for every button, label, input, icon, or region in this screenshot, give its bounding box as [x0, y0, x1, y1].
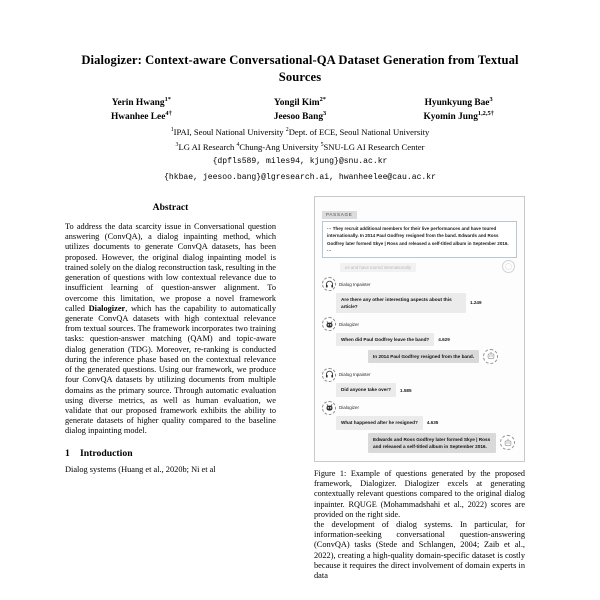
speaker-name-2: Dialogizer	[339, 321, 360, 327]
answer-bubble-2: Edwards and Ross Godfrey later formed Skye | Ross and released a self-titled album in September 2016.	[368, 433, 496, 454]
paper-header	[0, 0, 600, 184]
introduction-paragraph: Dialog systems (Huang et al., 2020b; Ni et al	[65, 464, 216, 474]
affil-marker-1: 1	[170, 127, 174, 134]
author-yongil-kim: Yongil Kim$^{2*}$	[274, 96, 326, 109]
abstract-framework-name: Dialogizer	[88, 303, 126, 313]
author-block	[62, 97, 538, 124]
left-column	[65, 196, 276, 475]
headset-avatar-icon	[322, 277, 336, 291]
author-mark: 1,2,5†	[477, 109, 494, 117]
author-hwanhee-lee: Hwanhee Lee$^{4\dagger}$	[110, 109, 172, 122]
message-row-3	[336, 383, 517, 396]
speaker-row-4	[322, 401, 517, 415]
page-title: Dialogizer: Context-aware Conversational-QA Dataset Generation from Textual Sources	[81, 53, 519, 84]
speaker-row-1	[322, 277, 517, 291]
message-row-1	[336, 293, 517, 314]
two-column-body	[0, 196, 600, 600]
headset-avatar-icon	[322, 368, 336, 382]
dialog-turn-3	[322, 368, 517, 397]
figure-panel	[314, 196, 525, 462]
section-title: Introduction	[80, 447, 133, 459]
message-row-2	[336, 333, 517, 346]
abstract-text-part-1: To address the data scarcity issue in Conversational question answering (ConvQA), a dialog inpainting method, which utilizes documents to generate ConvQA datasets, has been proposed. However, the original dialog inpainting model is trained solely on the dialog reconstruction task, resulting in the generation of questions with low contextual relevance due to insufficient learning of question-answer alignment. To overcome this limitation, we propose a novel framework called	[65, 222, 276, 313]
right-column-paragraph: the development of dialog systems. In particular, for information-seeking conversational question-answering (ConvQA) tasks (Stede and Schlangen, 2004; Zaib et al., 2022), creating a high-quality domain-specific dataset is costly because it requires the direct involvement of domain experts in data	[314, 519, 525, 581]
author-mark: 4†	[165, 109, 172, 117]
affil-2: Dept. of ECE, Seoul National University	[288, 127, 430, 138]
author-row-2	[62, 111, 538, 125]
author-kyomin-jung: Kyomin Jung$^{1,2,5\dagger}$	[423, 109, 494, 122]
abstract-text-part-2: , which has the capability to automatically generate ConvQA datasets with high contextual relevance from textual sources. The framework incorporates two training tasks: question-answer matching (QAM) and topic-aware dialog generation (TDG). Moreover, re-ranking is conducted during the inference phase based on the contextual relevance of the generated questions. Using our framework, we produce four ConvQA datasets by utilizing documents from multiple domains as the primary source. Through automatic evaluation using diverse metrics, as well as human evaluation, we validate that our proposed framework exhibits the ability to generate datasets of higher quality compared to the baseline dialog inpainting model.	[65, 303, 276, 436]
message-row-4	[336, 416, 517, 429]
ghost-passage-text: es and have toured internationally	[340, 263, 416, 272]
dialog-turn-4	[322, 401, 517, 453]
affil-marker-5: 5	[320, 142, 324, 149]
rquge-score-4: 4.635	[426, 420, 439, 426]
answer-row-2	[368, 433, 517, 454]
answer-bubble-1: In 2014 Paul Godfrey resigned from the band.	[368, 350, 479, 363]
figure-1	[314, 196, 525, 520]
author-mark: 2*	[319, 96, 326, 104]
speaker-name-3: Dialog Inpainter	[339, 372, 371, 378]
question-bubble-1: Are there any other interesting aspects about this article?	[336, 293, 466, 314]
affil-4: Chung-Ang University	[239, 141, 319, 152]
abstract-paragraph	[65, 222, 276, 437]
affiliations-line-1	[62, 126, 538, 138]
dialog-turn-2	[322, 317, 517, 364]
speaker-row-3	[322, 368, 517, 382]
question-bubble-3: Did anyone take over?	[336, 383, 396, 396]
ghost-avatar-icon	[502, 260, 515, 273]
affil-3: LG AI Research	[178, 141, 235, 152]
right-column	[314, 196, 525, 581]
section-heading-introduction	[65, 448, 276, 459]
email-line-1: {dpfls589, miles94, kjung}@snu.ac.kr	[212, 157, 388, 167]
rquge-score-3: 1.585	[400, 387, 412, 393]
passage-label: PASSAGE	[322, 211, 357, 219]
affil-marker-4: 4	[236, 142, 240, 149]
robot-avatar-icon	[322, 317, 336, 331]
affil-1: IPAI, Seoul National University	[173, 127, 284, 138]
figure-caption: Figure 1: Example of questions generated by the proposed framework, Dialogizer. Dialogizer excels at generating contextually relevant questions compared to the original dialog inpainter. RQUGE (Mohammadshahi et al., 2022) scores are provided on the right side.	[314, 469, 525, 519]
author-yerin-hwang: Yerin Hwang$^{1*}$	[111, 96, 171, 109]
email-line-2: {hkbae, jeesoo.bang}@lgresearch.ai, hwanheelee@cau.ac.kr	[164, 172, 436, 182]
author-row-1	[62, 97, 538, 111]
passage-text: ··· They recruit additional members for their live performances and have toured internationally. In 2014 Paul Godfrey resigned from the band. Edwards and Ross Godfrey later formed Skye | Ross and released a self-titled album in September 2016. ···	[322, 221, 517, 258]
author-mark: 3	[323, 109, 327, 117]
speaker-row-2	[322, 317, 517, 331]
dialog-turn-1	[322, 277, 517, 313]
author-jeesoo-bang: Jeesoo Bang$^3$	[273, 109, 327, 122]
answer-row-1	[368, 349, 517, 364]
author-hyunkyung-bae: Hyunkyung Bae$^3$	[424, 96, 493, 109]
speaker-name-1: Dialog Inpainter	[339, 281, 371, 287]
affil-5: SNU-LG AI Research Center	[323, 141, 425, 152]
abstract-heading: Abstract	[152, 202, 189, 213]
robot-avatar-icon	[322, 401, 336, 415]
passage-block	[322, 203, 517, 258]
answer-marker-icon	[500, 435, 515, 450]
speaker-name-4: Dialogizer	[339, 405, 360, 411]
affiliations-line-2	[62, 141, 538, 153]
rquge-score-2: 4.629	[438, 336, 450, 342]
author-mark: 3	[489, 96, 493, 104]
affil-marker-2: 2	[285, 127, 289, 134]
affil-marker-3: 3	[175, 142, 179, 149]
author-mark: 1*	[164, 96, 171, 104]
section-number: 1	[65, 447, 70, 459]
question-bubble-4: What happened after he resigned?	[336, 416, 423, 429]
question-bubble-2: When did Paul Godfrey leave the band?	[336, 333, 434, 346]
rquge-score-1: 1.249	[470, 300, 482, 306]
answer-marker-icon	[483, 349, 498, 364]
ghost-layer	[322, 260, 517, 273]
